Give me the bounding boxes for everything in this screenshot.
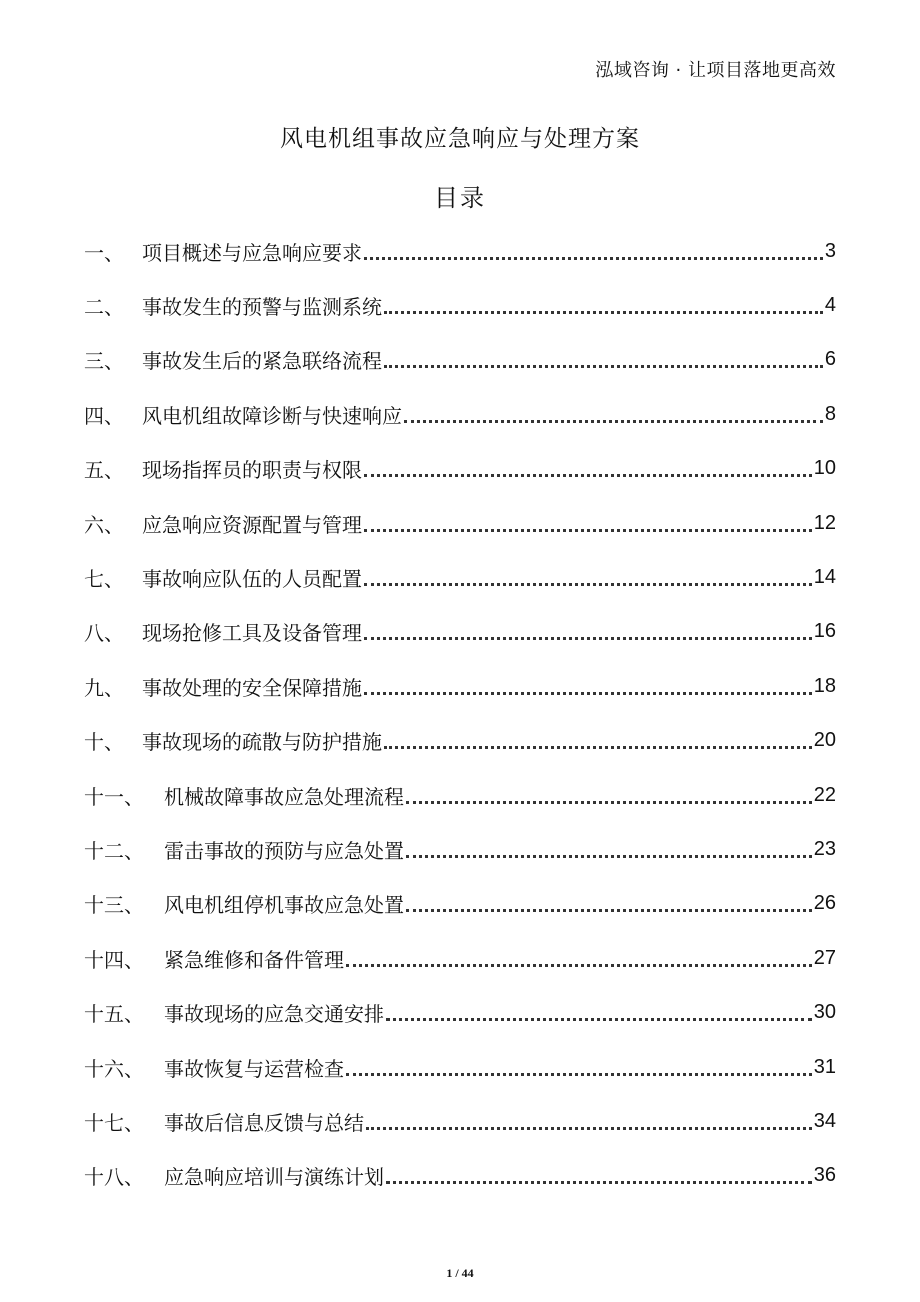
toc-entry-number: 五、 [84,458,124,483]
toc-entry[interactable] [84,333,836,387]
toc-entry-title: 风电机组停机事故应急处置 [164,893,404,918]
toc-entry-number: 八、 [84,621,124,646]
toc-entry-page: 4 [824,294,836,317]
toc-entry[interactable] [84,659,836,713]
toc-entry-number: 十、 [84,730,124,755]
toc-entry-number: 一、 [84,240,124,265]
toc-entry-title: 应急响应资源配置与管理 [142,512,362,537]
toc-entry[interactable] [84,224,836,278]
toc-entry-page: 10 [813,457,836,480]
toc-dot-leader [364,509,812,532]
toc-entry-number: 十二、 [84,838,144,863]
toc-dot-leader [404,400,823,423]
toc-heading: 目录 [434,184,486,212]
toc-entry[interactable] [84,985,836,1039]
toc-entry[interactable] [84,442,836,496]
toc-entry-page: 34 [813,1109,836,1132]
toc-entry-title: 事故处理的安全保障措施 [142,675,362,700]
toc-entry-number: 十四、 [84,947,144,972]
toc-entry-page: 26 [813,892,836,915]
toc-entry-number: 九、 [84,675,124,700]
toc-dot-leader [384,345,823,368]
table-of-contents [84,224,836,1203]
toc-entry[interactable] [84,714,836,768]
toc-entry-page: 30 [813,1001,836,1024]
header-brand: 泓域咨询 · 让项目落地更高效 [595,60,836,81]
toc-entry-page: 3 [824,239,836,262]
toc-entry-page: 14 [813,566,836,589]
toc-dot-leader [406,781,812,804]
toc-entry[interactable] [84,931,836,985]
toc-entry-number: 七、 [84,567,124,592]
toc-dot-leader [386,1161,812,1184]
toc-entry[interactable] [84,550,836,604]
toc-entry[interactable] [84,1094,836,1148]
toc-entry-title: 事故恢复与运营检查 [164,1056,344,1081]
toc-entry-title: 事故发生的预警与监测系统 [142,295,382,320]
toc-dot-leader [366,1107,812,1130]
page-indicator: 1 / 44 [446,1266,474,1280]
toc-entry-page: 31 [813,1055,836,1078]
toc-dot-leader [346,1053,812,1076]
toc-entry-page: 12 [813,511,836,534]
toc-entry-page: 8 [824,402,836,425]
toc-entry-title: 事故后信息反馈与总结 [164,1110,364,1135]
toc-entry[interactable] [84,1149,836,1203]
toc-entry-title: 紧急维修和备件管理 [164,947,344,972]
toc-entry[interactable] [84,877,836,931]
toc-dot-leader [406,835,812,858]
toc-entry-title: 事故现场的疏散与防护措施 [142,730,382,755]
toc-entry-title: 应急响应培训与演练计划 [164,1165,384,1190]
toc-entry-page: 6 [824,348,836,371]
toc-entry[interactable] [84,387,836,441]
toc-entry-page: 22 [813,783,836,806]
toc-entry-title: 事故发生后的紧急联络流程 [142,349,382,374]
toc-entry-title: 风电机组故障诊断与快速响应 [142,403,402,428]
toc-entry-page: 23 [813,837,836,860]
toc-entry[interactable] [84,822,836,876]
toc-entry[interactable] [84,1040,836,1094]
toc-entry-title: 雷击事故的预防与应急处置 [164,838,404,863]
toc-dot-leader [364,672,812,695]
toc-entry-number: 四、 [84,403,124,428]
toc-entry-number: 十八、 [84,1165,144,1190]
toc-entry-title: 项目概述与应急响应要求 [142,240,362,265]
toc-dot-leader [384,726,812,749]
toc-dot-leader [364,454,812,477]
toc-dot-leader [346,944,812,967]
document-title: 风电机组事故应急响应与处理方案 [280,126,640,152]
toc-entry-number: 十一、 [84,784,144,809]
toc-entry-title: 机械故障事故应急处理流程 [164,784,404,809]
toc-entry-number: 十六、 [84,1056,144,1081]
toc-entry-number: 十三、 [84,893,144,918]
toc-entry[interactable] [84,768,836,822]
toc-entry-number: 十七、 [84,1110,144,1135]
toc-entry-number: 十五、 [84,1002,144,1027]
toc-entry-page: 20 [813,729,836,752]
toc-dot-leader [364,617,812,640]
toc-entry-page: 18 [813,674,836,697]
toc-entry[interactable] [84,278,836,332]
toc-dot-leader [384,291,823,314]
toc-entry-title: 现场抢修工具及设备管理 [142,621,362,646]
toc-entry-page: 27 [813,946,836,969]
toc-dot-leader [364,563,812,586]
toc-entry-title: 事故响应队伍的人员配置 [142,567,362,592]
toc-entry-number: 六、 [84,512,124,537]
toc-entry-page: 36 [813,1164,836,1187]
toc-entry-title: 现场指挥员的职责与权限 [142,458,362,483]
toc-entry-title: 事故现场的应急交通安排 [164,1002,384,1027]
toc-dot-leader [364,237,823,260]
toc-entry[interactable] [84,605,836,659]
toc-dot-leader [386,998,812,1021]
toc-dot-leader [406,889,812,912]
toc-entry-page: 16 [813,620,836,643]
toc-entry-number: 三、 [84,349,124,374]
toc-entry-number: 二、 [84,295,124,320]
toc-entry[interactable] [84,496,836,550]
